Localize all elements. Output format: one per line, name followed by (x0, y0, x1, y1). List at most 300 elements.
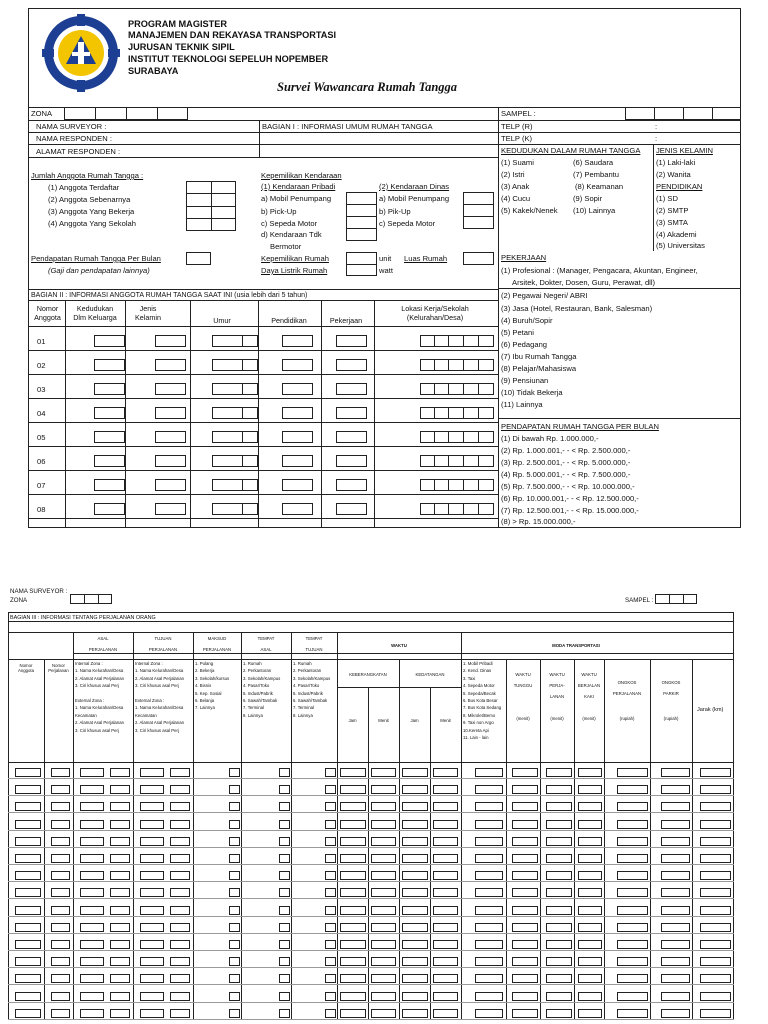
trip-field-box[interactable] (371, 820, 396, 829)
anggota-field-box[interactable] (94, 455, 125, 467)
trip-field-box[interactable] (279, 992, 290, 1001)
trip-field-box[interactable] (170, 1009, 190, 1018)
anggota-field-box[interactable] (212, 431, 243, 443)
trip-field-box[interactable] (80, 906, 104, 915)
trip-field-box[interactable] (700, 992, 731, 1001)
trip-field-box[interactable] (371, 906, 396, 915)
anggota-field-box[interactable] (282, 383, 313, 395)
anggota-field-box[interactable] (420, 359, 435, 371)
trip-field-box[interactable] (325, 888, 336, 897)
trip-field-box[interactable] (617, 906, 648, 915)
trip-field-box[interactable] (229, 906, 240, 915)
trip-field-box[interactable] (617, 974, 648, 983)
trip-field-box[interactable] (617, 768, 648, 777)
trip-field-box[interactable] (578, 940, 602, 949)
trip-field-box[interactable] (229, 992, 240, 1001)
trip-field-box[interactable] (325, 957, 336, 966)
trip-field-box[interactable] (546, 837, 572, 846)
trip-field-box[interactable] (475, 992, 503, 1001)
trip-field-box[interactable] (617, 940, 648, 949)
trip-field-box[interactable] (325, 923, 336, 932)
trip-field-box[interactable] (170, 802, 190, 811)
anggota-field-box[interactable] (94, 407, 125, 419)
trip-field-box[interactable] (140, 906, 164, 915)
trip-field-box[interactable] (140, 1009, 164, 1018)
trip-field-box[interactable] (475, 906, 503, 915)
trip-field-box[interactable] (15, 906, 41, 915)
anggota-field-box[interactable] (434, 455, 449, 467)
trip-field-box[interactable] (661, 768, 690, 777)
trip-field-box[interactable] (80, 854, 104, 863)
trip-field-box[interactable] (279, 1009, 290, 1018)
trip-field-box[interactable] (279, 923, 290, 932)
trip-field-box[interactable] (325, 802, 336, 811)
trip-field-box[interactable] (140, 992, 164, 1001)
anggota-field-box[interactable] (463, 479, 479, 491)
trip-field-box[interactable] (402, 974, 428, 983)
trip-field-box[interactable] (170, 906, 190, 915)
anggota-field-box[interactable] (242, 335, 258, 347)
trip-field-box[interactable] (279, 820, 290, 829)
trip-field-box[interactable] (279, 974, 290, 983)
trip-field-box[interactable] (512, 802, 538, 811)
trip-field-box[interactable] (661, 974, 690, 983)
anggota-field-box[interactable] (242, 455, 258, 467)
trip-field-box[interactable] (402, 871, 428, 880)
trip-field-box[interactable] (110, 871, 130, 880)
trip-field-box[interactable] (700, 940, 731, 949)
trip-field-box[interactable] (512, 1009, 538, 1018)
trip-field-box[interactable] (371, 837, 396, 846)
trip-field-box[interactable] (51, 820, 70, 829)
trip-field-box[interactable] (433, 974, 458, 983)
trip-field-box[interactable] (170, 974, 190, 983)
trip-field-box[interactable] (402, 768, 428, 777)
anggota-field-box[interactable] (463, 455, 479, 467)
trip-field-box[interactable] (371, 854, 396, 863)
trip-field-box[interactable] (546, 974, 572, 983)
trip-field-box[interactable] (170, 888, 190, 897)
trip-field-box[interactable] (617, 837, 648, 846)
trip-field-box[interactable] (325, 820, 336, 829)
trip-field-box[interactable] (546, 906, 572, 915)
trip-field-box[interactable] (433, 888, 458, 897)
trip-field-box[interactable] (512, 957, 538, 966)
anggota-field-box[interactable] (434, 479, 449, 491)
trip-field-box[interactable] (110, 923, 130, 932)
anggota-field-box[interactable] (478, 359, 494, 371)
trip-field-box[interactable] (578, 1009, 602, 1018)
trip-field-box[interactable] (617, 802, 648, 811)
trip-field-box[interactable] (475, 768, 503, 777)
trip-field-box[interactable] (371, 785, 396, 794)
anggota-field-box[interactable] (212, 335, 243, 347)
anggota-field-box[interactable] (242, 359, 258, 371)
trip-field-box[interactable] (325, 837, 336, 846)
trip-field-box[interactable] (578, 957, 602, 966)
trip-field-box[interactable] (51, 854, 70, 863)
trip-field-box[interactable] (340, 957, 366, 966)
anggota-field-box[interactable] (434, 359, 449, 371)
trip-field-box[interactable] (279, 854, 290, 863)
anggota-field-box[interactable] (336, 407, 367, 419)
trip-field-box[interactable] (51, 785, 70, 794)
trip-field-box[interactable] (15, 940, 41, 949)
trip-field-box[interactable] (617, 854, 648, 863)
trip-field-box[interactable] (700, 888, 731, 897)
anggota-field-box[interactable] (155, 455, 186, 467)
trip-field-box[interactable] (371, 871, 396, 880)
anggota-field-box[interactable] (434, 407, 449, 419)
anggota-field-box[interactable] (434, 383, 449, 395)
anggota-field-box[interactable] (155, 359, 186, 371)
anggota-field-box[interactable] (282, 455, 313, 467)
trip-field-box[interactable] (170, 957, 190, 966)
trip-field-box[interactable] (140, 820, 164, 829)
trip-field-box[interactable] (578, 768, 602, 777)
trip-field-box[interactable] (279, 785, 290, 794)
anggota-field-box[interactable] (282, 407, 313, 419)
anggota-field-box[interactable] (155, 431, 186, 443)
anggota-field-box[interactable] (463, 359, 479, 371)
anggota-field-box[interactable] (94, 503, 125, 515)
trip-field-box[interactable] (402, 837, 428, 846)
trip-field-box[interactable] (110, 957, 130, 966)
trip-field-box[interactable] (279, 940, 290, 949)
trip-field-box[interactable] (170, 923, 190, 932)
trip-field-box[interactable] (700, 785, 731, 794)
trip-field-box[interactable] (512, 974, 538, 983)
anggota-field-box[interactable] (434, 431, 449, 443)
trip-field-box[interactable] (140, 854, 164, 863)
trip-field-box[interactable] (51, 871, 70, 880)
anggota-field-box[interactable] (94, 383, 125, 395)
trip-field-box[interactable] (80, 871, 104, 880)
trip-field-box[interactable] (80, 974, 104, 983)
trip-field-box[interactable] (229, 854, 240, 863)
trip-field-box[interactable] (402, 992, 428, 1001)
anggota-field-box[interactable] (420, 431, 435, 443)
trip-field-box[interactable] (617, 1009, 648, 1018)
trip-field-box[interactable] (700, 923, 731, 932)
anggota-field-box[interactable] (94, 431, 125, 443)
trip-field-box[interactable] (170, 871, 190, 880)
trip-field-box[interactable] (546, 785, 572, 794)
trip-field-box[interactable] (371, 957, 396, 966)
trip-field-box[interactable] (340, 906, 366, 915)
anggota-field-box[interactable] (448, 407, 464, 419)
trip-field-box[interactable] (661, 820, 690, 829)
p2-zona-box[interactable] (70, 594, 112, 604)
trip-field-box[interactable] (475, 820, 503, 829)
trip-field-box[interactable] (402, 820, 428, 829)
trip-field-box[interactable] (578, 923, 602, 932)
trip-field-box[interactable] (700, 820, 731, 829)
trip-field-box[interactable] (433, 940, 458, 949)
trip-field-box[interactable] (475, 940, 503, 949)
trip-field-box[interactable] (661, 837, 690, 846)
trip-field-box[interactable] (229, 940, 240, 949)
trip-field-box[interactable] (110, 854, 130, 863)
anggota-field-box[interactable] (212, 479, 243, 491)
trip-field-box[interactable] (170, 854, 190, 863)
trip-field-box[interactable] (371, 1009, 396, 1018)
trip-field-box[interactable] (661, 854, 690, 863)
trip-field-box[interactable] (229, 820, 240, 829)
trip-field-box[interactable] (546, 802, 572, 811)
pendapatan-box[interactable] (186, 252, 211, 265)
trip-field-box[interactable] (512, 820, 538, 829)
trip-field-box[interactable] (402, 957, 428, 966)
trip-field-box[interactable] (15, 1009, 41, 1018)
trip-field-box[interactable] (229, 802, 240, 811)
trip-field-box[interactable] (340, 888, 366, 897)
trip-field-box[interactable] (279, 837, 290, 846)
trip-field-box[interactable] (433, 1009, 458, 1018)
anggota-field-box[interactable] (242, 479, 258, 491)
trip-field-box[interactable] (279, 957, 290, 966)
trip-field-box[interactable] (340, 923, 366, 932)
anggota-field-box[interactable] (448, 335, 464, 347)
trip-field-box[interactable] (433, 906, 458, 915)
anggota-field-box[interactable] (155, 503, 186, 515)
trip-field-box[interactable] (546, 854, 572, 863)
anggota-field-box[interactable] (336, 431, 367, 443)
trip-field-box[interactable] (51, 992, 70, 1001)
trip-field-box[interactable] (51, 802, 70, 811)
trip-field-box[interactable] (402, 923, 428, 932)
trip-field-box[interactable] (170, 992, 190, 1001)
trip-field-box[interactable] (433, 992, 458, 1001)
trip-field-box[interactable] (402, 940, 428, 949)
trip-field-box[interactable] (546, 820, 572, 829)
trip-field-box[interactable] (661, 940, 690, 949)
anggota-field-box[interactable] (420, 407, 435, 419)
anggota-field-box[interactable] (434, 335, 449, 347)
trip-field-box[interactable] (15, 923, 41, 932)
trip-field-box[interactable] (512, 871, 538, 880)
anggota-field-box[interactable] (420, 503, 435, 515)
trip-field-box[interactable] (15, 957, 41, 966)
p2-sampel-box[interactable] (655, 594, 697, 604)
trip-field-box[interactable] (80, 768, 104, 777)
anggota-field-box[interactable] (448, 455, 464, 467)
anggota-field-box[interactable] (212, 383, 243, 395)
trip-field-box[interactable] (512, 837, 538, 846)
trip-field-box[interactable] (546, 923, 572, 932)
trip-field-box[interactable] (340, 837, 366, 846)
trip-field-box[interactable] (110, 837, 130, 846)
trip-field-box[interactable] (15, 974, 41, 983)
trip-field-box[interactable] (325, 974, 336, 983)
anggota-field-box[interactable] (94, 359, 125, 371)
trip-field-box[interactable] (661, 802, 690, 811)
anggota-field-box[interactable] (242, 503, 258, 515)
trip-field-box[interactable] (700, 906, 731, 915)
trip-field-box[interactable] (110, 974, 130, 983)
anggota-field-box[interactable] (478, 383, 494, 395)
trip-field-box[interactable] (110, 768, 130, 777)
trip-field-box[interactable] (340, 871, 366, 880)
trip-field-box[interactable] (229, 888, 240, 897)
anggota-field-box[interactable] (336, 335, 367, 347)
trip-field-box[interactable] (15, 871, 41, 880)
trip-field-box[interactable] (110, 992, 130, 1001)
trip-field-box[interactable] (475, 974, 503, 983)
trip-field-box[interactable] (617, 957, 648, 966)
trip-field-box[interactable] (433, 957, 458, 966)
trip-field-box[interactable] (110, 820, 130, 829)
trip-field-box[interactable] (512, 854, 538, 863)
trip-field-box[interactable] (475, 1009, 503, 1018)
trip-field-box[interactable] (15, 837, 41, 846)
trip-field-box[interactable] (51, 1009, 70, 1018)
trip-field-box[interactable] (279, 802, 290, 811)
trip-field-box[interactable] (80, 957, 104, 966)
trip-field-box[interactable] (80, 802, 104, 811)
trip-field-box[interactable] (170, 940, 190, 949)
trip-field-box[interactable] (617, 923, 648, 932)
anggota-field-box[interactable] (282, 479, 313, 491)
trip-field-box[interactable] (340, 974, 366, 983)
anggota-field-box[interactable] (212, 455, 243, 467)
trip-field-box[interactable] (433, 854, 458, 863)
trip-field-box[interactable] (80, 785, 104, 794)
anggota-field-box[interactable] (420, 455, 435, 467)
anggota-field-box[interactable] (282, 335, 313, 347)
trip-field-box[interactable] (433, 871, 458, 880)
trip-field-box[interactable] (546, 957, 572, 966)
trip-field-box[interactable] (51, 888, 70, 897)
trip-field-box[interactable] (402, 906, 428, 915)
anggota-field-box[interactable] (463, 431, 479, 443)
trip-field-box[interactable] (140, 785, 164, 794)
trip-field-box[interactable] (371, 992, 396, 1001)
anggota-field-box[interactable] (155, 479, 186, 491)
anggota-field-box[interactable] (155, 383, 186, 395)
trip-field-box[interactable] (546, 940, 572, 949)
trip-field-box[interactable] (279, 768, 290, 777)
trip-field-box[interactable] (700, 802, 731, 811)
anggota-field-box[interactable] (463, 335, 479, 347)
trip-field-box[interactable] (700, 854, 731, 863)
trip-field-box[interactable] (340, 940, 366, 949)
trip-field-box[interactable] (371, 940, 396, 949)
trip-field-box[interactable] (110, 1009, 130, 1018)
trip-field-box[interactable] (578, 888, 602, 897)
trip-field-box[interactable] (578, 906, 602, 915)
trip-field-box[interactable] (140, 802, 164, 811)
trip-field-box[interactable] (110, 940, 130, 949)
anggota-field-box[interactable] (94, 335, 125, 347)
anggota-field-box[interactable] (448, 503, 464, 515)
anggota-field-box[interactable] (336, 455, 367, 467)
trip-field-box[interactable] (80, 837, 104, 846)
trip-field-box[interactable] (402, 854, 428, 863)
trip-field-box[interactable] (80, 1009, 104, 1018)
anggota-field-box[interactable] (282, 431, 313, 443)
trip-field-box[interactable] (371, 802, 396, 811)
trip-field-box[interactable] (340, 768, 366, 777)
anggota-field-box[interactable] (212, 359, 243, 371)
trip-field-box[interactable] (15, 768, 41, 777)
anggota-field-box[interactable] (434, 503, 449, 515)
trip-field-box[interactable] (229, 785, 240, 794)
trip-field-box[interactable] (700, 871, 731, 880)
anggota-field-box[interactable] (94, 479, 125, 491)
anggota-field-box[interactable] (212, 503, 243, 515)
trip-field-box[interactable] (110, 785, 130, 794)
trip-field-box[interactable] (700, 974, 731, 983)
trip-field-box[interactable] (512, 940, 538, 949)
trip-field-box[interactable] (512, 768, 538, 777)
trip-field-box[interactable] (170, 785, 190, 794)
trip-field-box[interactable] (229, 1009, 240, 1018)
trip-field-box[interactable] (170, 837, 190, 846)
trip-field-box[interactable] (700, 1009, 731, 1018)
trip-field-box[interactable] (140, 768, 164, 777)
trip-field-box[interactable] (140, 888, 164, 897)
trip-field-box[interactable] (140, 974, 164, 983)
anggota-field-box[interactable] (478, 335, 494, 347)
anggota-field-box[interactable] (242, 383, 258, 395)
trip-field-box[interactable] (475, 871, 503, 880)
trip-field-box[interactable] (15, 854, 41, 863)
trip-field-box[interactable] (617, 820, 648, 829)
anggota-field-box[interactable] (463, 407, 479, 419)
trip-field-box[interactable] (546, 888, 572, 897)
anggota-field-box[interactable] (478, 455, 494, 467)
trip-field-box[interactable] (140, 837, 164, 846)
trip-field-box[interactable] (578, 820, 602, 829)
trip-field-box[interactable] (325, 871, 336, 880)
trip-field-box[interactable] (325, 854, 336, 863)
anggota-field-box[interactable] (336, 359, 367, 371)
trip-field-box[interactable] (325, 940, 336, 949)
trip-field-box[interactable] (512, 906, 538, 915)
trip-field-box[interactable] (402, 1009, 428, 1018)
trip-field-box[interactable] (546, 992, 572, 1001)
trip-field-box[interactable] (578, 854, 602, 863)
anggota-field-box[interactable] (212, 407, 243, 419)
anggota-field-box[interactable] (336, 383, 367, 395)
trip-field-box[interactable] (15, 820, 41, 829)
trip-field-box[interactable] (546, 871, 572, 880)
trip-field-box[interactable] (578, 785, 602, 794)
trip-field-box[interactable] (617, 888, 648, 897)
trip-field-box[interactable] (229, 871, 240, 880)
trip-field-box[interactable] (15, 785, 41, 794)
anggota-field-box[interactable] (282, 503, 313, 515)
trip-field-box[interactable] (661, 992, 690, 1001)
trip-field-box[interactable] (475, 837, 503, 846)
trip-field-box[interactable] (51, 974, 70, 983)
trip-field-box[interactable] (80, 940, 104, 949)
anggota-field-box[interactable] (478, 503, 494, 515)
trip-field-box[interactable] (617, 785, 648, 794)
trip-field-box[interactable] (578, 992, 602, 1001)
luas-box[interactable] (463, 252, 494, 265)
trip-field-box[interactable] (661, 957, 690, 966)
trip-field-box[interactable] (433, 785, 458, 794)
trip-field-box[interactable] (433, 837, 458, 846)
trip-field-box[interactable] (140, 923, 164, 932)
trip-field-box[interactable] (578, 974, 602, 983)
trip-field-box[interactable] (512, 923, 538, 932)
trip-field-box[interactable] (475, 957, 503, 966)
trip-field-box[interactable] (617, 871, 648, 880)
trip-field-box[interactable] (15, 888, 41, 897)
